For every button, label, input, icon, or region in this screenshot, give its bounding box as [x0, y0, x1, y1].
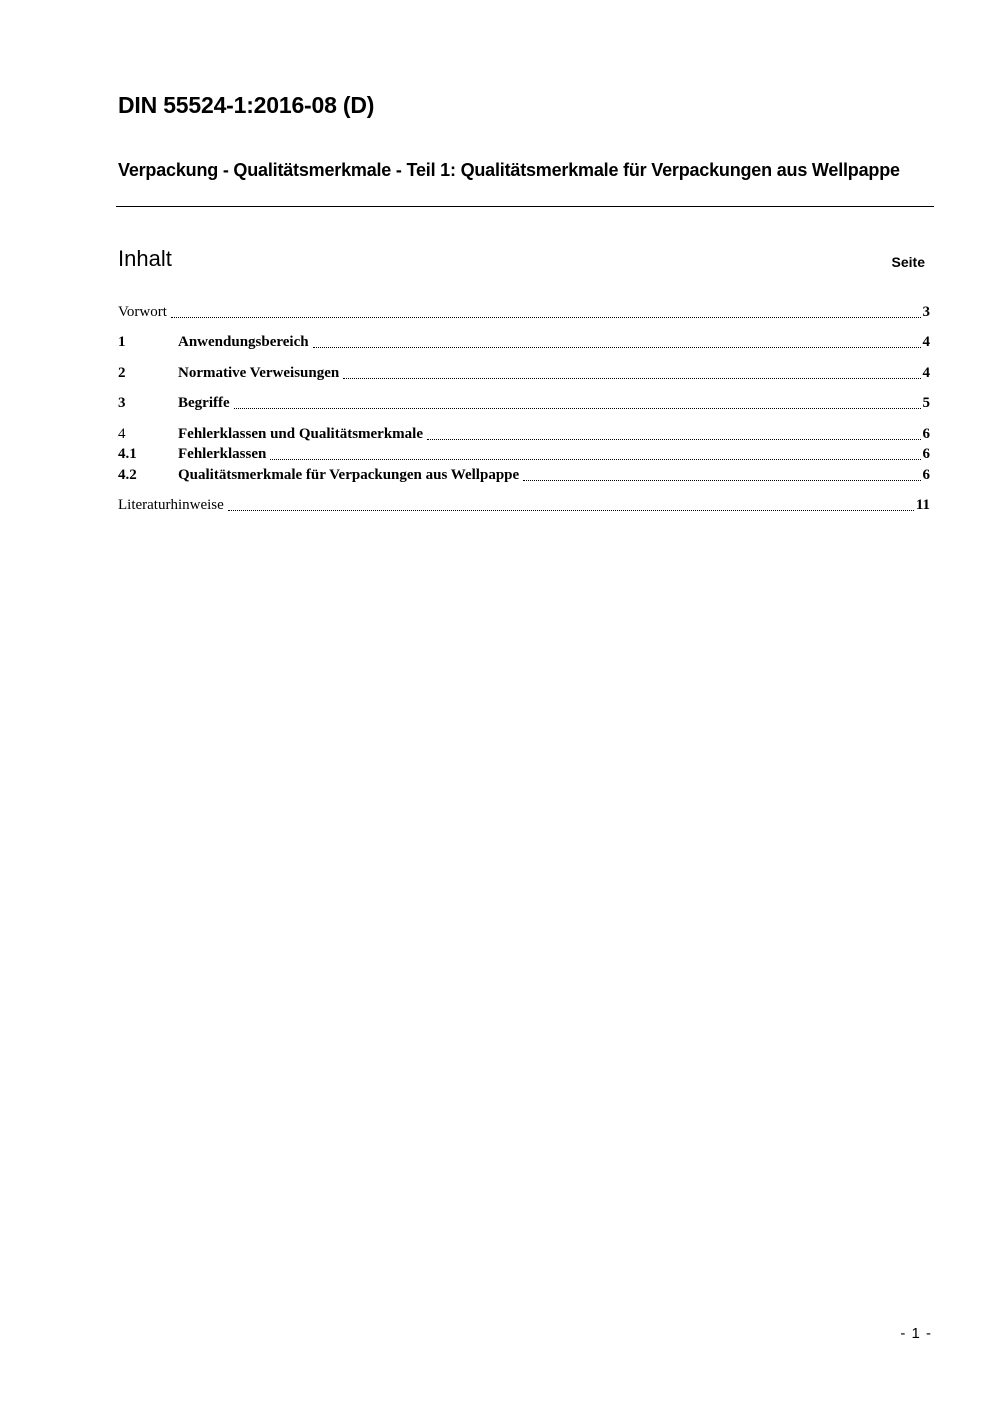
toc-entry-section-2[interactable] [118, 363, 930, 383]
toc-dot-leader [171, 317, 921, 318]
toc-dot-leader [343, 378, 920, 379]
toc-entry-page: 6 [922, 446, 930, 462]
toc-entry-number: 4.2 [118, 467, 137, 483]
toc-entry-page: 11 [915, 497, 930, 513]
toc-heading: Inhalt [118, 246, 172, 271]
toc-dot-leader [270, 459, 920, 460]
toc-entry-literaturhinweise[interactable] [118, 495, 930, 515]
toc-entry-section-4-2[interactable] [118, 465, 930, 485]
toc-entry-title: Normative Verweisungen [178, 365, 340, 381]
toc-entry-vorwort[interactable] [118, 302, 930, 322]
subtitle-divider [116, 206, 934, 207]
toc-entry-number: 4 [118, 426, 126, 442]
toc-dot-leader [313, 347, 921, 348]
toc-entry-section-3[interactable] [118, 393, 930, 413]
toc-entry-page: 4 [922, 365, 930, 381]
toc-dot-leader [523, 480, 920, 481]
toc-entry-title: Fehlerklassen [178, 446, 267, 462]
toc-entry-title: Literaturhinweise [118, 497, 224, 513]
toc-entry-page: 3 [922, 304, 930, 320]
toc-dot-leader [427, 439, 920, 440]
toc-entry-number: 4.1 [118, 446, 137, 462]
toc-entry-title: Qualitätsmerkmale für Verpackungen aus Wellpappe [178, 467, 520, 483]
toc-entry-number: 1 [118, 334, 126, 350]
toc-entry-page: 5 [922, 395, 930, 411]
toc-entry-title: Anwendungsbereich [178, 334, 309, 350]
toc-entry-number: 3 [118, 395, 126, 411]
toc-dot-leader [234, 408, 921, 409]
toc-entry-title: Vorwort [118, 304, 167, 320]
document-title: DIN 55524-1:2016-08 (D) [118, 92, 375, 118]
toc-entry-section-4-1[interactable] [118, 444, 930, 464]
toc-entry-page: 4 [922, 334, 930, 350]
toc-page-column-label: Seite [891, 254, 925, 270]
toc-entry-page: 6 [922, 426, 930, 442]
toc-entry-section-4[interactable] [118, 424, 930, 444]
toc-entry-title: Begriffe [178, 395, 230, 411]
page-number: - 1 - [900, 1325, 932, 1342]
toc-entry-page: 6 [922, 467, 930, 483]
toc-dot-leader [228, 510, 914, 511]
toc-entry-number: 2 [118, 365, 126, 381]
toc-entry-title: Fehlerklassen und Qualitätsmerkmale [178, 426, 424, 442]
document-subtitle: Verpackung - Qualitätsmerkmale - Teil 1: Qualitätsmerkmale für Verpackungen aus Wellpappe [118, 160, 900, 180]
toc-entry-section-1[interactable] [118, 332, 930, 352]
